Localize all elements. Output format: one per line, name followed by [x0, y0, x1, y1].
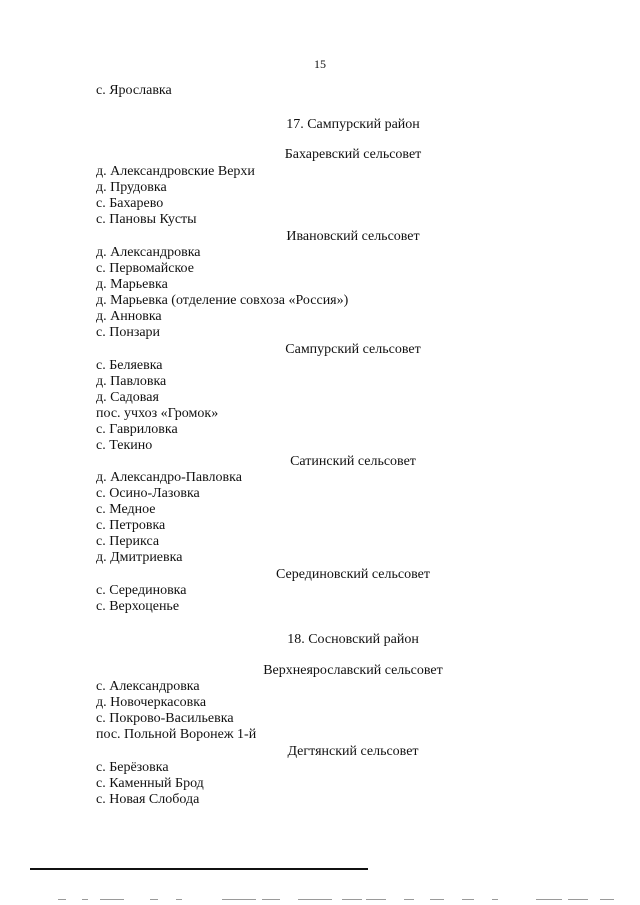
scan-mark	[492, 899, 498, 900]
settlement-item: пос. Польной Воронеж 1-й	[96, 727, 257, 742]
settlement-item: д. Дмитриевка	[96, 550, 183, 565]
settlement-item: д. Александровка	[96, 245, 201, 260]
settlement-item: с. Текино	[96, 438, 153, 453]
settlement-item: с. Покрово-Васильевка	[96, 711, 234, 726]
settlement-item: с. Перикса	[96, 534, 160, 549]
settlement-item: с. Гавриловка	[96, 422, 178, 437]
scan-mark	[150, 899, 158, 900]
section-heading: Сатинский сельсовет	[290, 454, 416, 469]
section-heading: 17. Сампурский район	[286, 117, 420, 132]
settlement-item: с. Александровка	[96, 679, 200, 694]
settlement-item: с. Каменный Брод	[96, 776, 204, 791]
settlement-item: д. Анновка	[96, 309, 162, 324]
settlement-item: пос. учхоз «Громок»	[96, 406, 219, 421]
section-heading: Ивановский сельсовет	[286, 229, 420, 244]
scan-mark	[262, 899, 280, 900]
scan-mark	[536, 899, 562, 900]
scan-mark	[404, 899, 414, 900]
settlement-item: с. Новая Слобода	[96, 792, 200, 807]
scan-mark	[462, 899, 474, 900]
scan-mark	[176, 899, 182, 900]
section-heading: 18. Сосновский район	[287, 632, 419, 647]
settlement-item: д. Павловка	[96, 374, 167, 389]
scan-mark	[222, 899, 256, 900]
settlement-item: с. Петровка	[96, 518, 166, 533]
section-heading: Сампурский сельсовет	[285, 342, 421, 357]
settlement-item: с. Пановы Кусты	[96, 212, 197, 227]
settlement-item: с. Понзари	[96, 325, 161, 340]
page-number: 15	[314, 57, 326, 71]
scan-mark	[342, 899, 362, 900]
scan-mark	[568, 899, 588, 900]
scan-mark	[430, 899, 444, 900]
settlement-item: с. Медное	[96, 502, 156, 517]
scan-mark	[58, 899, 66, 900]
scan-mark	[100, 899, 124, 900]
settlement-item: с. Ярославка	[96, 83, 172, 98]
scan-mark	[600, 899, 614, 900]
settlement-item: д. Новочеркасовка	[96, 695, 207, 710]
scan-mark	[298, 899, 332, 900]
section-heading: Дегтянский сельсовет	[287, 744, 419, 759]
settlement-item: с. Осино-Лазовка	[96, 486, 200, 501]
settlement-item: д. Александровские Верхи	[96, 164, 255, 179]
section-heading: Бахаревский сельсовет	[284, 147, 422, 162]
settlement-item: с. Бахарево	[96, 196, 164, 211]
settlement-item: д. Александро-Павловка	[96, 470, 242, 485]
settlement-item: д. Марьевка (отделение совхоза «Россия»)	[96, 293, 349, 308]
section-heading: Верхнеярославский сельсовет	[263, 663, 443, 678]
settlement-item: д. Марьевка	[96, 277, 168, 292]
settlement-item: с. Верхоценье	[96, 599, 180, 614]
settlement-item: с. Беляевка	[96, 358, 163, 373]
settlement-item: с. Первомайское	[96, 261, 194, 276]
settlement-item: д. Садовая	[96, 390, 159, 405]
bottom-rule	[30, 868, 368, 870]
settlement-item: д. Прудовка	[96, 180, 167, 195]
section-heading: Серединовский сельсовет	[276, 567, 430, 582]
settlement-item: с. Серединовка	[96, 583, 187, 598]
settlement-item: с. Берёзовка	[96, 760, 169, 775]
scan-mark	[366, 899, 386, 900]
scan-mark	[82, 899, 88, 900]
scan-noise	[0, 899, 640, 903]
